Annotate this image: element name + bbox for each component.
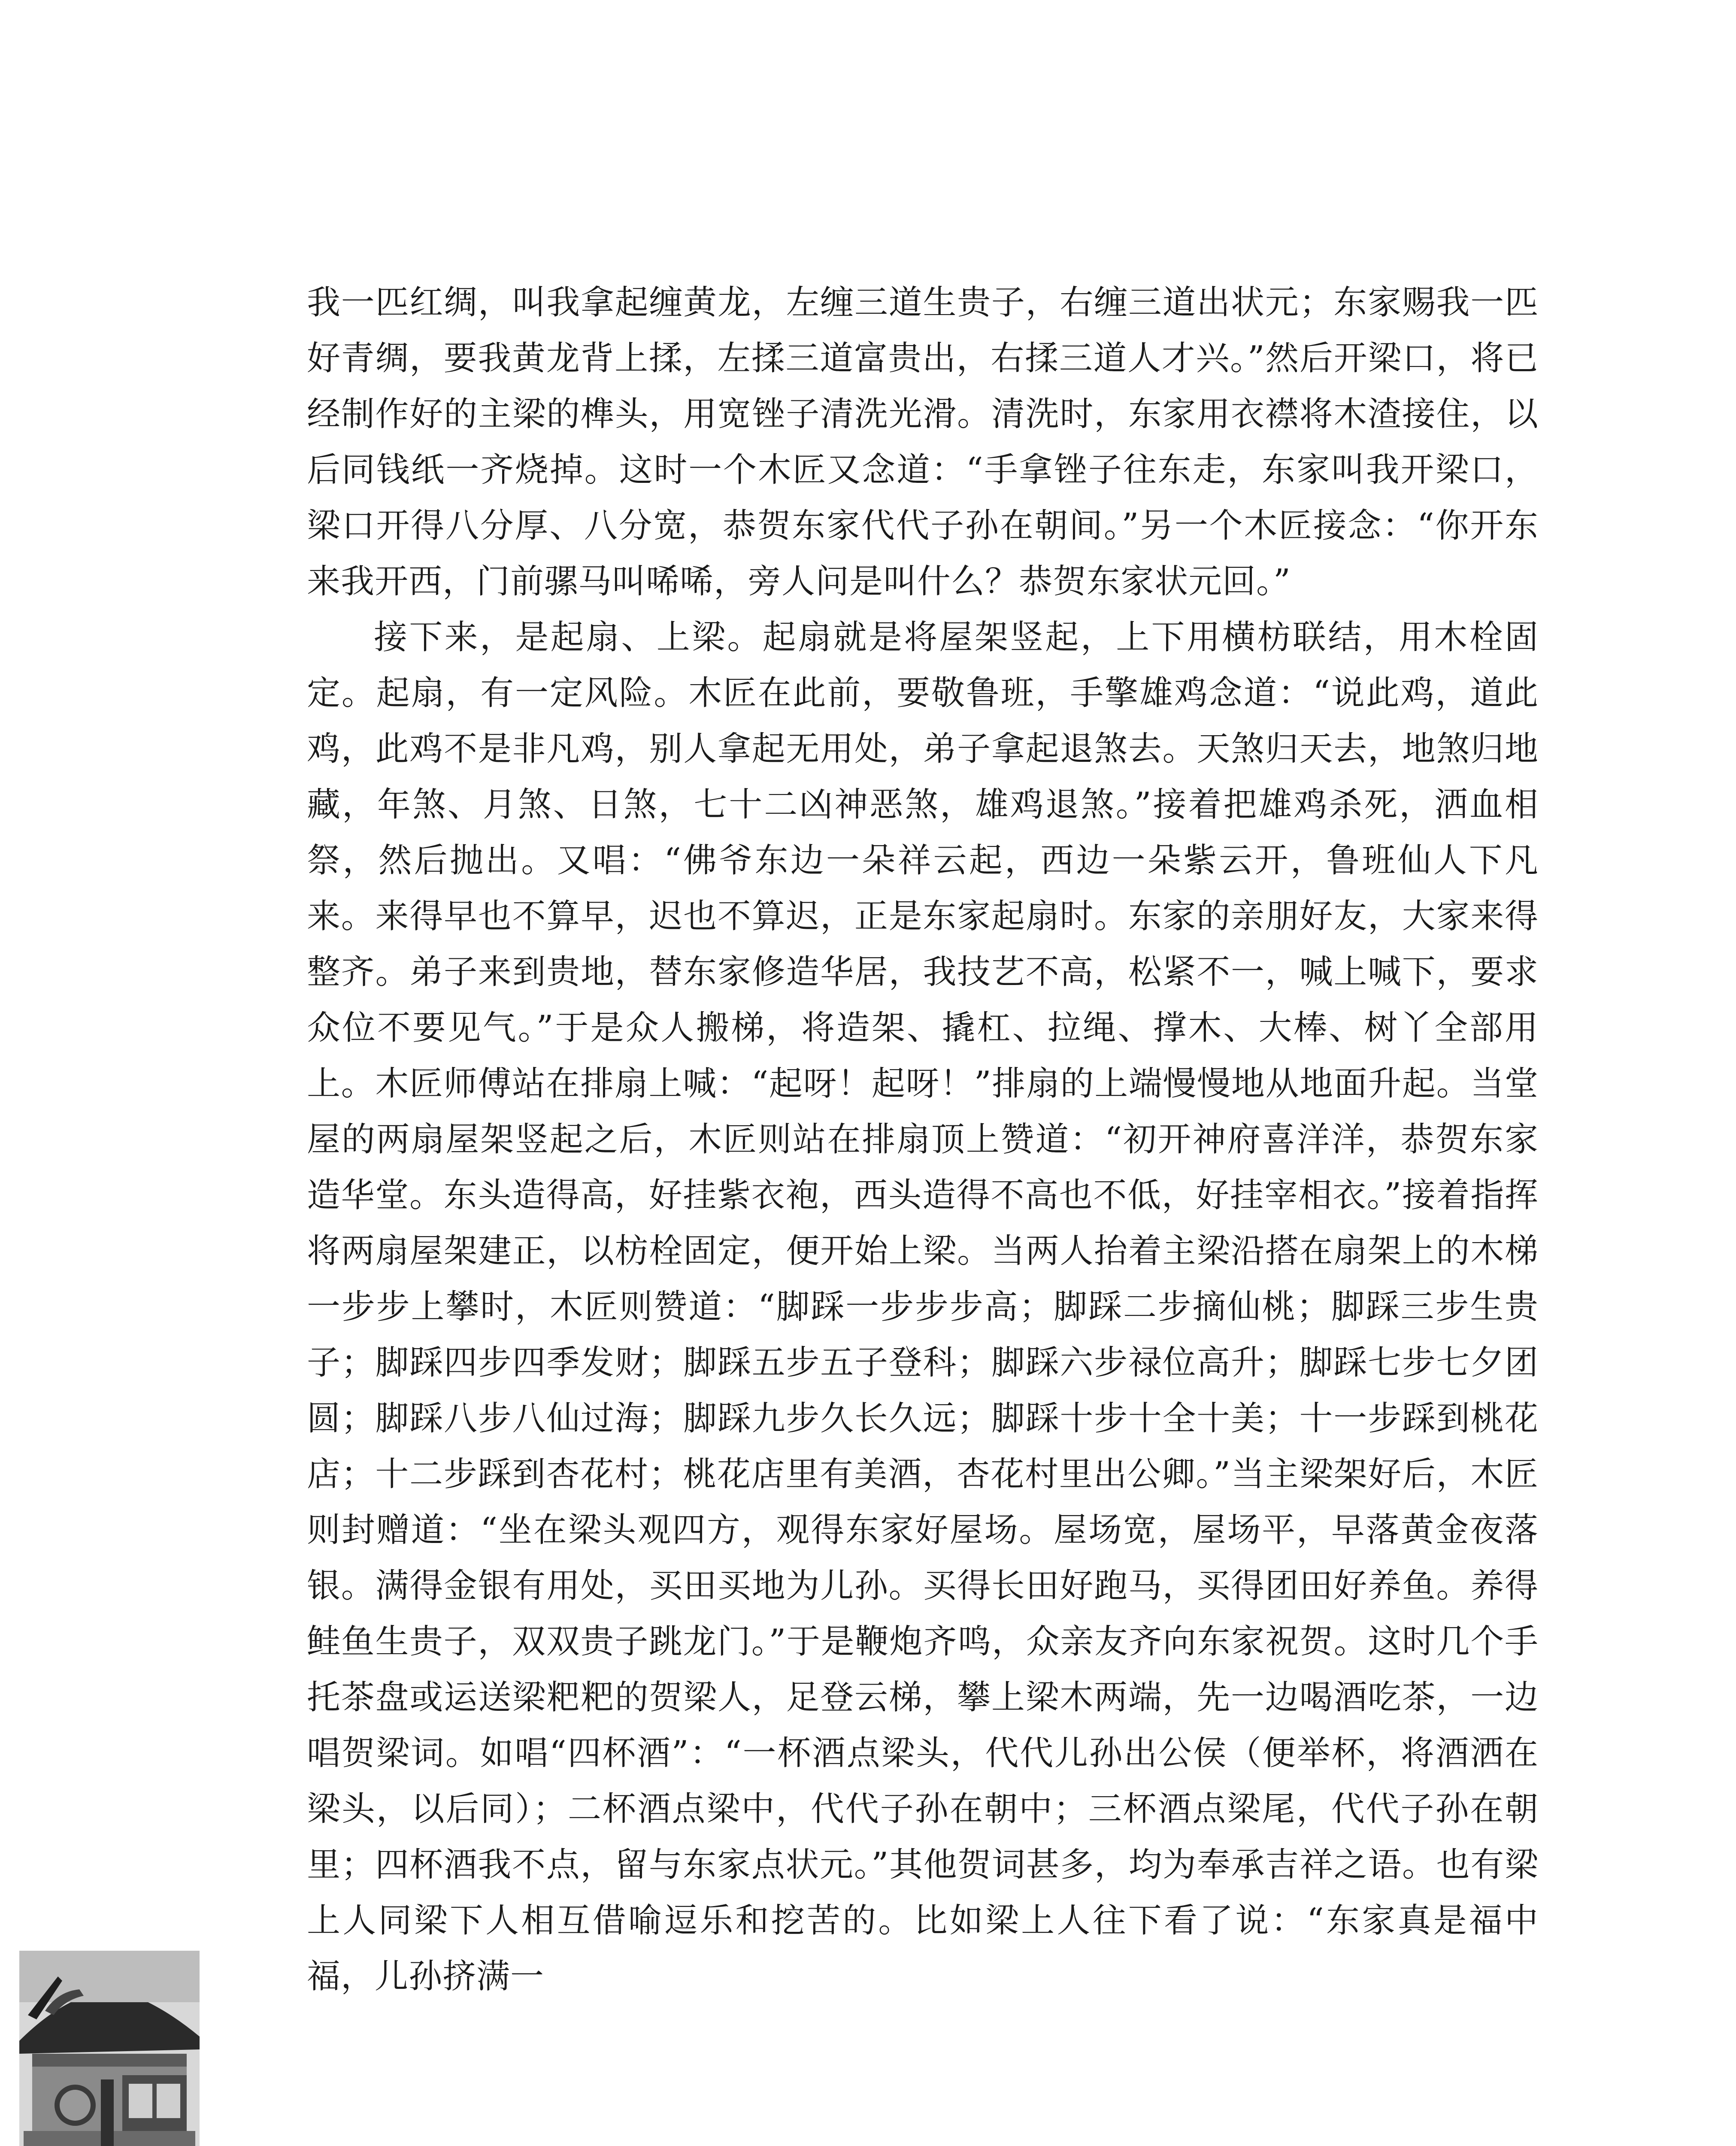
paragraph-raising-frame: 接下来，是起扇、上梁。起扇就是将屋架竖起，上下用横枋联结，用木栓固定。起扇，有一定风险。木匠在此前，要敬鲁班，手擎雄鸡念道：“说此鸡，道此鸡，此鸡不是非凡鸡，别人拿起无用处，弟子拿起退煞去。天煞归天去，地煞归地藏，年煞、月煞、日煞，七十二凶神恶煞，雄鸡退煞。”接着把雄鸡杀死，洒血相祭，然后抛出。又唱：“佛爷东边一朵祥云起，西边一朵紫云开，鲁班仙人下凡来。来得早也不算早，迟也不算迟，正是东家起扇时。东家的亲朋好友，大家来得整齐。弟子来到贵地，替东家修造华居，我技艺不高，松紧不一，喊上喊下，要求众位不要见气。”于是众人搬梯，将造架、撬杠、拉绳、撑木、大棒、树丫全部用上。木匠师傅站在排扇上喊：“起呀！起呀！”排扇的上端慢慢地从地面升起。当堂屋的两扇屋架竖起之后，木匠则站在排扇顶上赞道：“初开神府喜洋洋，恭贺东家造华堂。东头造得高，好挂紫衣袍，西头造得不高也不低，好挂宰相衣。”接着指挥将两扇屋架建正，以枋栓固定，便开始上梁。当两人抬着主梁沿搭在扇架上的木梯一步步上攀时，木匠则赞道：“脚踩一步步步高；脚踩二步摘仙桃；脚踩三步生贵子；脚踩四步四季发财；脚踩五步五子登科；脚踩六步禄位高升；脚踩七步七夕团圆；脚踩八步八仙过海；脚踩九步久长久远；脚踩十步十全十美；十一步踩到桃花店；十二步踩到杏花村；桃花店里有美酒，杏花村里出公卿。”当主梁架好后，木匠则封赠道：“坐在梁头观四方，观得东家好屋场。屋场宽，屋场平，早落黄金夜落银。满得金银有用处，买田买地为儿孙。买得长田好跑马，买得团田好养鱼。养得鲑鱼生贵子，双双贵子跳龙门。”于是鞭炮齐鸣，众亲友齐向东家祝贺。这时几个手托茶盘或运送梁粑粑的贺梁人，足登云梯，攀上梁木两端，先一边喝酒吃茶，一边唱贺梁词。如唱“四杯酒”：“一杯酒点梁头，代代儿孙出公侯（便举杯，将酒洒在梁头，以后同）；二杯酒点梁中，代代子孙在朝中；三杯酒点梁尾，代代子孙在朝里；四杯酒我不点，留与东家点状元。”其他贺词甚多，均为奉承吉祥之语。也有梁上人同梁下人相互借喻逗乐和挖苦的。比如梁上人往下看了说：“东家真是福中福，儿孙挤满一 [307,618,1539,1996]
body-text [307,275,1539,2004]
paragraph-continued: 我一匹红绸，叫我拿起缠黄龙，左缠三道生贵子，右缠三道出状元；东家赐我一匹好青绸，要我黄龙背上揉，左揉三道富贵出，右揉三道人才兴。”然后开梁口，将已经制作好的主梁的榫头，用宽锉子清洗光滑。清洗时，东家用衣襟将木渣接住，以后同钱纸一齐烧掉。这时一个木匠又念道：“手拿锉子往东走，东家叫我开梁口，梁口开得八分厚、八分宽，恭贺东家代代子孙在朝间。”另一个木匠接念：“你开东来我开西，门前骡马叫唏唏，旁人问是叫什么？恭贺东家状元回。” [307,283,1539,601]
temple-gate-photo-icon [19,1951,200,2146]
